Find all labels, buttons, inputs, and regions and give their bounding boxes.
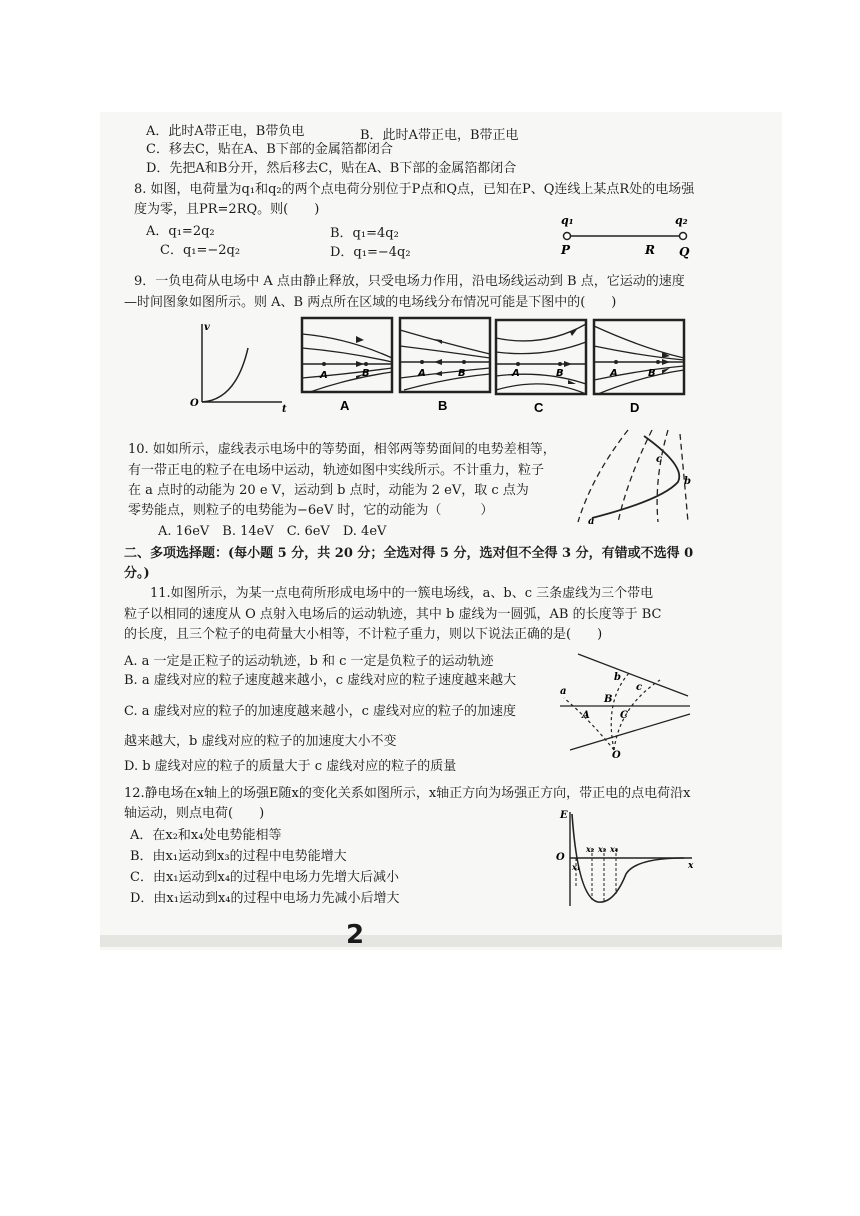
svg-text:A: A [512, 368, 520, 379]
q10-stem-line2: 有一带正电的粒子在电场中运动，轨迹如图中实线所示。不计重力，粒子 [128, 463, 545, 478]
svg-text:B: B [458, 368, 466, 379]
q12-option-a: A．在x₂和x₄处电势能相等 [130, 828, 282, 843]
q10-stem-line1: 10. 如如所示，虚线表示电场中的等势面，相邻两等势面间的电势差相等， [128, 442, 556, 457]
q9-vt-curve [202, 348, 248, 402]
q8-option-b: B．q₁=4q₂ [330, 226, 399, 241]
q9-stem-line1: 9．一负电荷从电场中 A 点由静止释放，只受电场力作用，沿电场线运动到 B 点，它运动的速度 [134, 274, 685, 289]
q11-stem-line2: 粒子以相同的速度从 O 点射入电场后的运动轨迹，其中 b 虚线为一圆弧，AB 的长度等于 BC [124, 607, 662, 622]
q11-option-a: A. a 一定是正粒子的运动轨迹，b 和 c 一定是负粒子的运动轨迹 [124, 654, 494, 669]
q8-label-p: P [561, 243, 571, 257]
q8-point-p [564, 233, 571, 240]
section-2-header-line2: 分。) [124, 566, 150, 581]
svg-text:a: a [588, 516, 595, 526]
svg-text:b: b [684, 476, 691, 487]
q11-option-c-line1: C. a 虚线对应的粒子的加速度越来越小，c 虚线对应的粒子的加速度 [124, 704, 517, 719]
svg-text:O: O [190, 398, 199, 409]
q12-option-d: D．由x₁运动到x₄的过程中电场力先减小后增大 [130, 891, 400, 906]
q8-option-c: C．q₁=−2q₂ [160, 243, 241, 258]
q10-stem-line3: 在 a 点时的动能为 20 e V，运动到 b 点时，动能为 2 eV，取 c 点为 [128, 483, 529, 498]
q11-stem-line1: 11.如图所示，为某一点电荷所形成电场中的一簇电场线，a、b、c 三条虚线为三个带电 [150, 586, 654, 601]
svg-text:t: t [282, 404, 287, 414]
svg-text:A: A [582, 710, 590, 721]
q7-option-a: A．此时A带正电，B带负电 [146, 124, 305, 139]
q9-panel-c-label: C [534, 400, 544, 415]
svg-text:x₃: x₃ [598, 844, 607, 854]
q11-option-c-line2: 越来越大，b 虚线对应的粒子的加速度大小不变 [124, 734, 397, 749]
q11-field-lines-figure [560, 650, 694, 758]
svg-text:b: b [614, 672, 621, 683]
q8-label-q2: q₂ [675, 214, 688, 227]
q8-charges-figure [555, 212, 715, 260]
svg-text:A: A [418, 368, 426, 379]
svg-text:B: B [556, 368, 564, 379]
q9-stem-line2: —时间图象如图所示。则 A、B 两点所在区域的电场线分布情况可能是下图中的( ) [124, 295, 617, 310]
q8-point-q [680, 233, 687, 240]
scan-smudge [100, 935, 782, 947]
q9-panel-d-label: D [630, 400, 640, 415]
q12-e-x-graph [552, 808, 698, 910]
svg-text:a: a [560, 686, 567, 697]
q12-option-c: C．由x₁运动到x₄的过程中电场力先增大后减小 [130, 870, 400, 885]
q8-label-r: R [645, 243, 655, 257]
q8-option-a: A．q₁=2q₂ [146, 224, 215, 239]
q8-label-q1: q₁ [561, 214, 574, 227]
q9-panel-a [300, 316, 398, 416]
q7-option-b: B．此时A带正电，B带正电 [360, 128, 519, 143]
q7-option-d: D．先把A和B分开，然后移去C，贴在A、B下部的金属箔都闭合 [146, 161, 517, 176]
q8-label-q: Q [679, 245, 690, 259]
q9-panel-d [592, 318, 690, 418]
q12-stem-line1: 12.静电场在x轴上的场强E随x的变化关系如图所示，x轴正方向为场强正方向，带正电的点电荷沿x [124, 786, 691, 801]
q7-option-c: C．移去C，贴在A、B下部的金属箔都闭合 [146, 142, 393, 157]
q9-panel-b [398, 316, 496, 416]
q12-option-b: B．由x₁运动到x₃的过程中电势能增大 [130, 849, 347, 864]
svg-text:x: x [688, 861, 694, 871]
svg-text:x₄: x₄ [610, 844, 619, 854]
page-number: 2 [346, 920, 365, 950]
svg-text:C: C [620, 710, 628, 721]
svg-text:A: A [610, 368, 618, 379]
q8-stem-line1: 8. 如图，电荷量为q₁和q₂的两个点电荷分别位于P点和Q点，已知在P、Q连线上某点R处的电场强 [134, 182, 695, 197]
svg-text:x₂: x₂ [586, 844, 595, 854]
q10-equipotential-figure [572, 426, 700, 526]
svg-text:E: E [560, 810, 568, 821]
section-2-header-line1: 二、多项选择题：(每小题 5 分，共 20 分；全选对得 5 分，选对但不全得 3 分，有错或不选得 0 [124, 546, 694, 561]
q10-stem-line4: 零势能点，则粒子的电势能为−6eV 时，它的动能为（ ） [128, 503, 494, 518]
svg-text:x₁: x₁ [572, 862, 581, 872]
svg-text:O: O [612, 750, 621, 758]
q9-panel-a-label: A [340, 398, 350, 413]
q9-panel-b-label: B [438, 398, 448, 413]
q11-stem-line3: 的长度，且三个粒子的电荷量大小相等，不计粒子重力，则以下说法正确的是( ) [124, 627, 603, 642]
q11-option-b: B. a 虚线对应的粒子速度越来越小，c 虚线对应的粒子速度越来越大 [124, 673, 517, 688]
svg-text:O: O [556, 852, 565, 863]
q10-options: A. 16eV B. 14eV C. 6eV D. 4eV [158, 524, 387, 539]
q12-stem-line2: 轴运动，则点电荷( ) [124, 806, 265, 821]
q9-velocity-time-graph [186, 318, 290, 414]
q9-panel-c [494, 318, 592, 418]
svg-text:B: B [648, 368, 656, 379]
svg-text:c: c [636, 682, 643, 693]
q11-option-d: D. b 虚线对应的粒子的质量大于 c 虚线对应的粒子的质量 [124, 759, 457, 774]
q8-option-d: D．q₁=−4q₂ [330, 245, 411, 260]
svg-text:c: c [656, 454, 663, 465]
svg-text:B: B [362, 368, 370, 379]
q8-stem-line2: 度为零，且PR=2RQ。则( ) [134, 202, 320, 217]
svg-text:A: A [320, 370, 328, 381]
q10-trajectory [592, 436, 679, 518]
svg-text:B: B [604, 694, 613, 705]
svg-text:v: v [204, 322, 210, 333]
